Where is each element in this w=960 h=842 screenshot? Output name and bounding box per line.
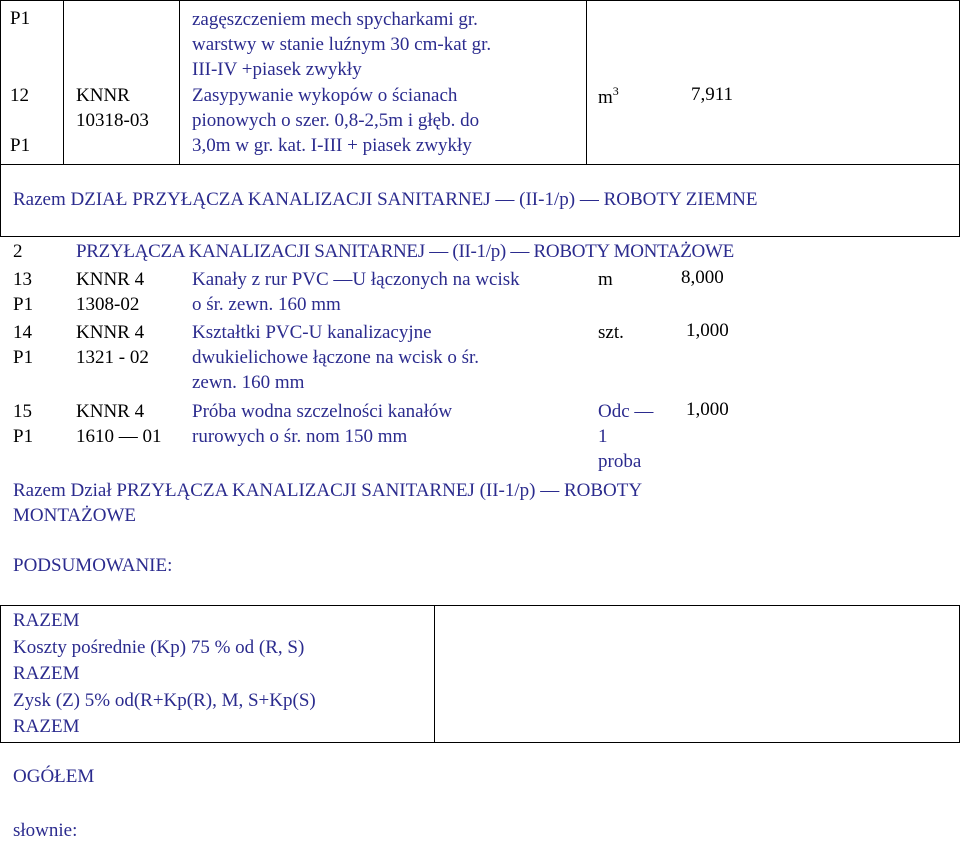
row-quantity: 7,911 (691, 84, 734, 105)
row-lp: 15 P1 (13, 401, 34, 447)
col-sep-1 (63, 0, 64, 164)
col-sep-3 (586, 0, 587, 164)
total-label: OGÓŁEM (13, 766, 95, 787)
row-quantity: 1,000 (686, 399, 729, 420)
table-border-top (0, 0, 960, 1)
summary-border-top (0, 605, 960, 606)
row-description: Zasypywanie wykopów o ścianach pionowych o szer. 0,8-2,5m i głęb. do 3,0m w gr. kat. I-III + piasek zwykły (192, 85, 480, 156)
row-quantity: 8,000 (681, 267, 724, 288)
row-lp: P1 (10, 8, 31, 29)
row-description: Próba wodna szczelności kanałów rurowych o śr. nom 150 mm (192, 401, 453, 447)
razem-ziemne: Razem DZIAŁ PRZYŁĄCZA KANALIZACJI SANITARNEJ — (II-1/p) — ROBOTY ZIEMNE (13, 189, 758, 210)
row-lp: 12 P1 (10, 85, 31, 156)
row-quantity: 1,000 (686, 320, 729, 341)
table-border-razem (0, 236, 960, 237)
summary-row: Koszty pośrednie (Kp) 75 % od (R, S) (13, 636, 305, 658)
razem-montazowe: Razem Dział PRZYŁĄCZA KANALIZACJI SANITARNEJ (II-1/p) — ROBOTY MONTAŻOWE (13, 480, 643, 526)
row-description: Kanały z rur PVC —U łączonych na wcisk o śr. zewn. 160 mm (192, 269, 520, 315)
summary-col-sep (434, 605, 435, 743)
summary-row: RAZEM (13, 663, 80, 684)
col-sep-2 (179, 0, 180, 164)
section-number: 2 (13, 241, 23, 262)
row-unit: $m^3$ (598, 84, 619, 108)
words-label: słownie: (13, 820, 78, 841)
table-border-row-end (0, 164, 960, 165)
row-code: KNNR 10318-03 (76, 85, 149, 131)
summary-row: Zysk (Z) 5% od(R+Kp(R), M, S+Kp(S) (13, 689, 316, 711)
summary-border-left (0, 605, 1, 743)
section-title: PRZYŁĄCZA KANALIZACJI SANITARNEJ — (II-1/p) — ROBOTY MONTAŻOWE (76, 241, 734, 262)
row-unit: szt. (598, 322, 624, 343)
row-description: zagęszczeniem mech spycharkami gr. warstwy w stanie luźnym 30 cm-kat gr. III-IV +piasek zwykły (192, 9, 492, 80)
row-code: KNNR 4 1610 — 01 (76, 401, 162, 447)
table-border-left (0, 0, 1, 236)
summary-heading: PODSUMOWANIE: (13, 555, 173, 576)
summary-border-bottom (0, 742, 960, 743)
summary-rows (13, 608, 316, 741)
summary-row: RAZEM (13, 716, 80, 737)
row-code: KNNR 4 1308-02 (76, 269, 145, 315)
row-unit: m (598, 269, 613, 290)
row-lp: 14 P1 (13, 322, 34, 368)
row-code: KNNR 4 1321 - 02 (76, 322, 149, 368)
row-lp: 13 P1 (13, 269, 34, 315)
summary-row: RAZEM (13, 610, 80, 631)
row-description: Kształtki PVC-U kanalizacyjne dwukielichowe łączone na wcisk o śr. zewn. 160 mm (192, 322, 480, 393)
row-unit: Odc — 1 proba (598, 401, 654, 472)
